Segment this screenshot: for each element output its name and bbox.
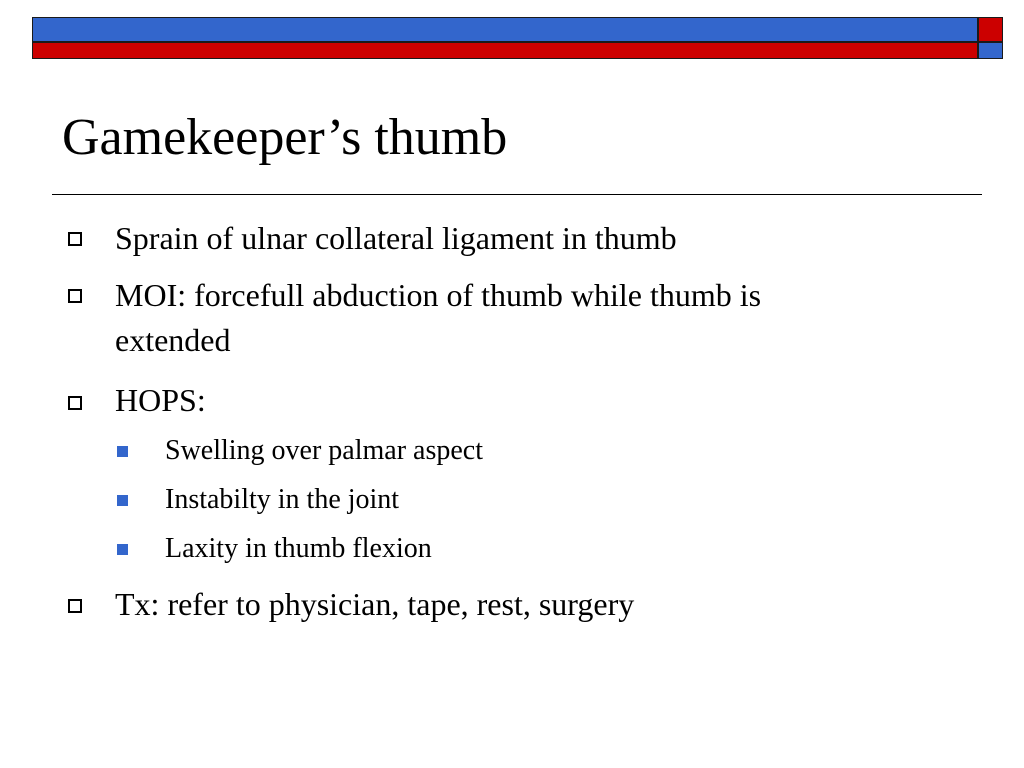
bullet-item: Tx: refer to physician, tape, rest, surgery	[115, 586, 635, 622]
filled-square-icon	[117, 544, 128, 555]
hollow-square-icon	[68, 396, 82, 410]
hollow-square-icon	[68, 599, 82, 613]
hollow-square-icon	[68, 232, 82, 246]
hollow-square-icon	[68, 289, 82, 303]
slide-title: Gamekeeper’s thumb	[62, 109, 508, 166]
sub-bullet-item: Instabilty in the joint	[165, 484, 400, 515]
sub-bullet-item: Swelling over palmar aspect	[165, 435, 484, 466]
title-divider	[52, 194, 982, 195]
bullet-item-line-2: extended	[115, 322, 231, 358]
filled-square-icon	[117, 495, 128, 506]
header-corner-red-square	[978, 17, 1003, 42]
bullet-item: Sprain of ulnar collateral ligament in thumb	[115, 220, 677, 256]
header-bar-red	[32, 42, 978, 59]
bullet-item: HOPS:	[115, 382, 206, 418]
filled-square-icon	[117, 446, 128, 457]
header-corner-blue-square	[978, 42, 1003, 59]
header-bar-blue	[32, 17, 978, 42]
sub-bullet-item: Laxity in thumb flexion	[165, 533, 432, 564]
bullet-item-line-1: MOI: forcefull abduction of thumb while thumb is	[115, 277, 762, 313]
